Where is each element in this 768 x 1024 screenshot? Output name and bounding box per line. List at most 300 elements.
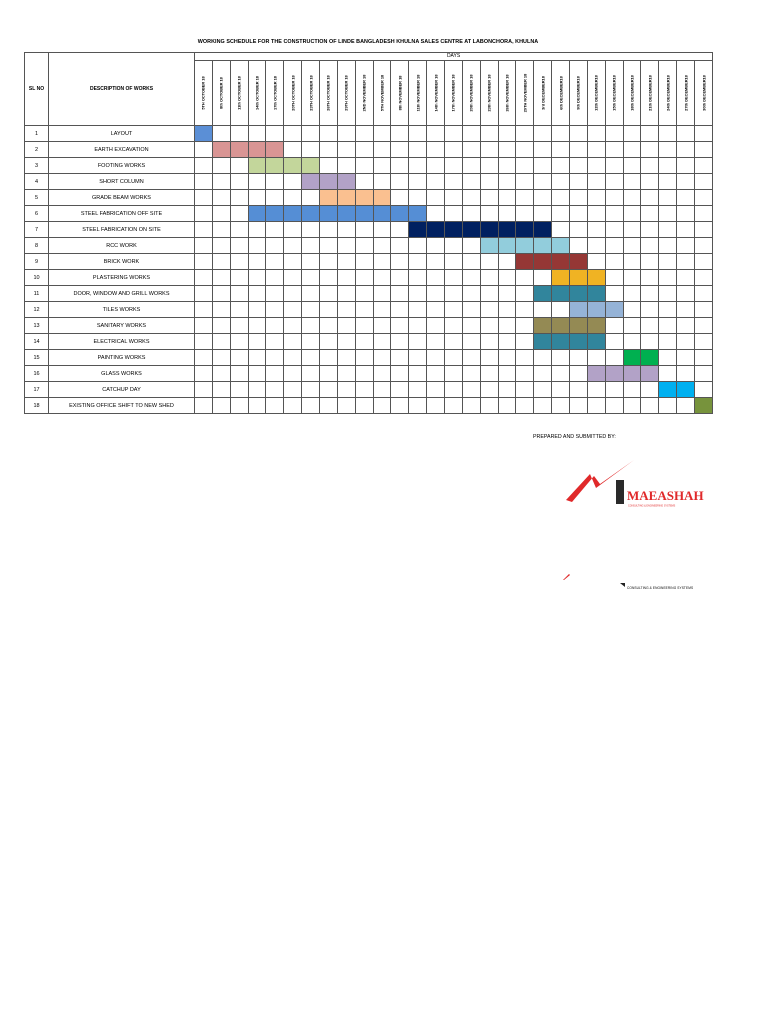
logo-tagline: CONSULTING & ENGINEERING SYSTEMS <box>628 504 676 508</box>
gantt-empty-cell <box>320 334 338 350</box>
date-header-cell <box>605 61 623 126</box>
date-header-cell <box>266 61 284 126</box>
sl-no-header: SL NO <box>25 53 49 126</box>
gantt-empty-cell <box>659 254 677 270</box>
task-description: EARTH EXCAVATION <box>49 142 195 158</box>
gantt-empty-cell <box>373 254 391 270</box>
schedule-table <box>24 52 713 414</box>
gantt-empty-cell <box>302 302 320 318</box>
task-sl-no: 16 <box>25 366 49 382</box>
gantt-empty-cell <box>570 126 588 142</box>
gantt-empty-cell <box>570 366 588 382</box>
gantt-empty-cell <box>355 126 373 142</box>
gantt-empty-cell <box>677 238 695 254</box>
task-sl-no: 5 <box>25 190 49 206</box>
gantt-empty-cell <box>677 206 695 222</box>
task-description: SANITARY WORKS <box>49 318 195 334</box>
gantt-empty-cell <box>552 302 570 318</box>
gantt-empty-cell <box>480 302 498 318</box>
task-sl-no: 2 <box>25 142 49 158</box>
gantt-bar-cell <box>284 158 302 174</box>
gantt-empty-cell <box>570 238 588 254</box>
gantt-empty-cell <box>445 318 463 334</box>
gantt-empty-cell <box>623 174 641 190</box>
gantt-bar-cell <box>266 206 284 222</box>
gantt-empty-cell <box>212 254 230 270</box>
task-row <box>25 286 713 302</box>
gantt-bar-cell <box>552 318 570 334</box>
gantt-empty-cell <box>320 350 338 366</box>
gantt-bar-cell <box>248 206 266 222</box>
gantt-empty-cell <box>534 174 552 190</box>
gantt-empty-cell <box>587 382 605 398</box>
gantt-empty-cell <box>498 382 516 398</box>
gantt-empty-cell <box>534 398 552 414</box>
gantt-empty-cell <box>284 174 302 190</box>
gantt-empty-cell <box>391 222 409 238</box>
gantt-empty-cell <box>266 270 284 286</box>
task-row <box>25 190 713 206</box>
gantt-empty-cell <box>195 350 213 366</box>
gantt-bar-cell <box>570 286 588 302</box>
gantt-empty-cell <box>587 238 605 254</box>
gantt-bar-cell <box>516 254 534 270</box>
gantt-empty-cell <box>391 142 409 158</box>
gantt-empty-cell <box>266 334 284 350</box>
gantt-empty-cell <box>534 270 552 286</box>
gantt-empty-cell <box>409 286 427 302</box>
gantt-empty-cell <box>605 318 623 334</box>
gantt-empty-cell <box>677 286 695 302</box>
gantt-empty-cell <box>695 302 713 318</box>
gantt-empty-cell <box>659 302 677 318</box>
task-row <box>25 270 713 286</box>
gantt-empty-cell <box>480 158 498 174</box>
gantt-empty-cell <box>248 334 266 350</box>
gantt-empty-cell <box>230 350 248 366</box>
gantt-empty-cell <box>552 190 570 206</box>
gantt-empty-cell <box>212 286 230 302</box>
gantt-bar-cell <box>284 206 302 222</box>
gantt-empty-cell <box>570 398 588 414</box>
gantt-empty-cell <box>623 286 641 302</box>
gantt-empty-cell <box>605 398 623 414</box>
gantt-empty-cell <box>427 270 445 286</box>
gantt-empty-cell <box>373 142 391 158</box>
gantt-empty-cell <box>498 302 516 318</box>
gantt-empty-cell <box>695 254 713 270</box>
gantt-empty-cell <box>391 270 409 286</box>
gantt-empty-cell <box>337 254 355 270</box>
date-label: 5TH NOVEMBER 18 <box>379 74 385 112</box>
gantt-empty-cell <box>462 158 480 174</box>
gantt-empty-cell <box>427 286 445 302</box>
gantt-empty-cell <box>605 158 623 174</box>
gantt-empty-cell <box>552 350 570 366</box>
date-header-cell <box>498 61 516 126</box>
gantt-empty-cell <box>480 190 498 206</box>
gantt-empty-cell <box>302 142 320 158</box>
gantt-empty-cell <box>480 174 498 190</box>
gantt-empty-cell <box>427 382 445 398</box>
gantt-empty-cell <box>427 334 445 350</box>
date-label: 29TH OCTOBER 18 <box>343 75 349 111</box>
gantt-empty-cell <box>409 190 427 206</box>
gantt-empty-cell <box>641 382 659 398</box>
gantt-empty-cell <box>498 350 516 366</box>
gantt-empty-cell <box>605 350 623 366</box>
gantt-empty-cell <box>605 126 623 142</box>
gantt-empty-cell <box>462 190 480 206</box>
gantt-empty-cell <box>373 382 391 398</box>
gantt-empty-cell <box>320 238 338 254</box>
schedule-title: WORKING SCHEDULE FOR THE CONSTRUCTION OF LINDE BANGLADESH KHULNA SALES CENTRE AT LABONCHORA, KHULNA <box>197 39 539 45</box>
date-header-cell <box>284 61 302 126</box>
gantt-empty-cell <box>498 318 516 334</box>
gantt-empty-cell <box>195 174 213 190</box>
gantt-empty-cell <box>337 270 355 286</box>
gantt-empty-cell <box>659 174 677 190</box>
gantt-empty-cell <box>373 126 391 142</box>
gantt-bar-cell <box>355 206 373 222</box>
gantt-empty-cell <box>355 366 373 382</box>
gantt-empty-cell <box>570 382 588 398</box>
gantt-empty-cell <box>266 398 284 414</box>
date-header-cell <box>534 61 552 126</box>
gantt-bar-cell <box>480 222 498 238</box>
gantt-empty-cell <box>212 222 230 238</box>
gantt-empty-cell <box>516 126 534 142</box>
gantt-empty-cell <box>195 158 213 174</box>
gantt-empty-cell <box>605 174 623 190</box>
gantt-empty-cell <box>302 398 320 414</box>
gantt-empty-cell <box>480 254 498 270</box>
gantt-empty-cell <box>212 382 230 398</box>
date-header-cell <box>427 61 445 126</box>
date-label: 8th OCTOBER 18 <box>218 77 224 109</box>
date-header-cell <box>445 61 463 126</box>
gantt-empty-cell <box>641 270 659 286</box>
gantt-bar-cell <box>534 334 552 350</box>
gantt-empty-cell <box>427 126 445 142</box>
date-label: 12th DECEMBER18 <box>593 75 599 111</box>
gantt-empty-cell <box>320 270 338 286</box>
gantt-bar-cell <box>355 190 373 206</box>
gantt-empty-cell <box>320 398 338 414</box>
gantt-empty-cell <box>445 286 463 302</box>
gantt-bar-cell <box>570 270 588 286</box>
gantt-empty-cell <box>320 126 338 142</box>
gantt-empty-cell <box>516 270 534 286</box>
gantt-empty-cell <box>284 254 302 270</box>
gantt-empty-cell <box>623 126 641 142</box>
gantt-empty-cell <box>516 286 534 302</box>
gantt-empty-cell <box>266 254 284 270</box>
gantt-empty-cell <box>677 222 695 238</box>
gantt-empty-cell <box>248 126 266 142</box>
gantt-empty-cell <box>516 398 534 414</box>
gantt-empty-cell <box>462 238 480 254</box>
gantt-empty-cell <box>391 318 409 334</box>
gantt-empty-cell <box>552 398 570 414</box>
gantt-empty-cell <box>320 366 338 382</box>
gantt-empty-cell <box>248 190 266 206</box>
gantt-empty-cell <box>391 174 409 190</box>
gantt-empty-cell <box>677 158 695 174</box>
gantt-bar-cell <box>641 366 659 382</box>
gantt-empty-cell <box>605 190 623 206</box>
gantt-empty-cell <box>195 382 213 398</box>
gantt-empty-cell <box>516 142 534 158</box>
task-description: EXISTING OFFICE SHIFT TO NEW SHED <box>49 398 195 414</box>
date-label: 30th DECEMBER18 <box>701 75 707 111</box>
gantt-bar-cell <box>587 334 605 350</box>
gantt-empty-cell <box>641 222 659 238</box>
gantt-empty-cell <box>498 190 516 206</box>
date-header-cell <box>462 61 480 126</box>
gantt-bar-cell <box>534 318 552 334</box>
task-sl-no: 4 <box>25 174 49 190</box>
gantt-empty-cell <box>409 318 427 334</box>
gantt-empty-cell <box>337 382 355 398</box>
gantt-empty-cell <box>623 142 641 158</box>
gantt-empty-cell <box>462 174 480 190</box>
gantt-empty-cell <box>320 254 338 270</box>
gantt-empty-cell <box>195 238 213 254</box>
gantt-bar-cell <box>337 174 355 190</box>
gantt-empty-cell <box>302 334 320 350</box>
gantt-empty-cell <box>355 158 373 174</box>
date-header-cell <box>677 61 695 126</box>
gantt-empty-cell <box>623 222 641 238</box>
task-description: ELECTRICAL WORKS <box>49 334 195 350</box>
gantt-empty-cell <box>427 238 445 254</box>
gantt-empty-cell <box>195 190 213 206</box>
gantt-empty-cell <box>516 366 534 382</box>
gantt-empty-cell <box>391 286 409 302</box>
gantt-empty-cell <box>409 382 427 398</box>
gantt-empty-cell <box>534 158 552 174</box>
gantt-bar-cell <box>248 142 266 158</box>
date-header-cell <box>195 61 213 126</box>
date-header-cell <box>320 61 338 126</box>
gantt-empty-cell <box>427 254 445 270</box>
task-row <box>25 398 713 414</box>
gantt-empty-cell <box>498 158 516 174</box>
gantt-empty-cell <box>587 222 605 238</box>
gantt-bar-cell <box>212 142 230 158</box>
gantt-empty-cell <box>409 126 427 142</box>
gantt-empty-cell <box>337 398 355 414</box>
gantt-bar-cell <box>534 286 552 302</box>
gantt-empty-cell <box>355 174 373 190</box>
task-row <box>25 318 713 334</box>
gantt-bar-cell <box>534 222 552 238</box>
gantt-empty-cell <box>695 286 713 302</box>
task-sl-no: 15 <box>25 350 49 366</box>
gantt-empty-cell <box>248 366 266 382</box>
gantt-empty-cell <box>623 158 641 174</box>
date-label: 17th NOVEMBER 18 <box>450 74 456 112</box>
gantt-bar-cell <box>623 350 641 366</box>
gantt-bar-cell <box>498 222 516 238</box>
gantt-empty-cell <box>552 158 570 174</box>
gantt-bar-cell <box>462 222 480 238</box>
task-description: STEEL FABRICATION OFF SITE <box>49 206 195 222</box>
date-header-cell <box>659 61 677 126</box>
gantt-empty-cell <box>659 398 677 414</box>
gantt-empty-cell <box>659 158 677 174</box>
gantt-empty-cell <box>498 174 516 190</box>
gantt-empty-cell <box>605 206 623 222</box>
gantt-empty-cell <box>641 398 659 414</box>
task-sl-no: 3 <box>25 158 49 174</box>
gantt-bar-cell <box>498 238 516 254</box>
date-header-cell <box>516 61 534 126</box>
gantt-empty-cell <box>373 286 391 302</box>
gantt-empty-cell <box>284 318 302 334</box>
gantt-empty-cell <box>355 382 373 398</box>
gantt-empty-cell <box>320 302 338 318</box>
gantt-empty-cell <box>498 398 516 414</box>
gantt-empty-cell <box>248 222 266 238</box>
gantt-empty-cell <box>695 334 713 350</box>
gantt-empty-cell <box>516 382 534 398</box>
gantt-empty-cell <box>230 174 248 190</box>
gantt-empty-cell <box>284 190 302 206</box>
gantt-empty-cell <box>516 350 534 366</box>
gantt-empty-cell <box>677 126 695 142</box>
gantt-empty-cell <box>195 286 213 302</box>
gantt-empty-cell <box>284 398 302 414</box>
gantt-empty-cell <box>230 206 248 222</box>
gantt-empty-cell <box>266 302 284 318</box>
gantt-empty-cell <box>641 334 659 350</box>
gantt-empty-cell <box>552 142 570 158</box>
gantt-empty-cell <box>516 206 534 222</box>
gantt-empty-cell <box>212 334 230 350</box>
gantt-empty-cell <box>552 206 570 222</box>
gantt-empty-cell <box>462 286 480 302</box>
gantt-bar-cell <box>337 206 355 222</box>
gantt-empty-cell <box>337 286 355 302</box>
gantt-empty-cell <box>462 126 480 142</box>
task-description: BRICK WORK <box>49 254 195 270</box>
gantt-empty-cell <box>409 174 427 190</box>
task-description: SHORT COLUMN <box>49 174 195 190</box>
gantt-empty-cell <box>480 334 498 350</box>
gantt-empty-cell <box>516 190 534 206</box>
gantt-empty-cell <box>677 334 695 350</box>
gantt-empty-cell <box>445 158 463 174</box>
gantt-empty-cell <box>480 286 498 302</box>
gantt-empty-cell <box>248 254 266 270</box>
gantt-empty-cell <box>462 206 480 222</box>
task-row <box>25 302 713 318</box>
gantt-empty-cell <box>587 126 605 142</box>
gantt-empty-cell <box>498 334 516 350</box>
gantt-empty-cell <box>445 302 463 318</box>
gantt-empty-cell <box>427 206 445 222</box>
date-label: 6th DECEMBER18 <box>558 76 564 110</box>
gantt-empty-cell <box>409 302 427 318</box>
date-label: 20th NOVEMBER 18 <box>468 74 474 112</box>
date-header-cell <box>355 61 373 126</box>
description-header: DESCRIPTION OF WORKS <box>49 53 195 126</box>
gantt-empty-cell <box>605 334 623 350</box>
logo-wordmark: MAEASHAH <box>627 488 704 503</box>
gantt-empty-cell <box>445 190 463 206</box>
gantt-empty-cell <box>534 366 552 382</box>
gantt-empty-cell <box>355 318 373 334</box>
gantt-empty-cell <box>284 222 302 238</box>
date-label: 23th NOVEMBER 18 <box>486 74 492 112</box>
gantt-empty-cell <box>516 158 534 174</box>
gantt-empty-cell <box>284 238 302 254</box>
gantt-empty-cell <box>266 350 284 366</box>
gantt-empty-cell <box>498 366 516 382</box>
gantt-bar-cell <box>230 142 248 158</box>
task-sl-no: 17 <box>25 382 49 398</box>
gantt-empty-cell <box>570 350 588 366</box>
gantt-empty-cell <box>230 222 248 238</box>
gantt-empty-cell <box>391 158 409 174</box>
gantt-bar-cell <box>552 286 570 302</box>
task-description: FOOTING WORKS <box>49 158 195 174</box>
gantt-empty-cell <box>355 270 373 286</box>
gantt-empty-cell <box>230 270 248 286</box>
date-label: 24th DECEMBER18 <box>665 75 671 111</box>
gantt-empty-cell <box>623 334 641 350</box>
gantt-empty-cell <box>373 398 391 414</box>
gantt-empty-cell <box>373 158 391 174</box>
gantt-empty-cell <box>587 158 605 174</box>
gantt-empty-cell <box>230 286 248 302</box>
gantt-empty-cell <box>605 222 623 238</box>
gantt-empty-cell <box>266 174 284 190</box>
gantt-empty-cell <box>427 318 445 334</box>
date-label: 27th DECEMBER18 <box>683 75 689 111</box>
gantt-empty-cell <box>462 270 480 286</box>
gantt-empty-cell <box>445 334 463 350</box>
gantt-empty-cell <box>230 238 248 254</box>
gantt-empty-cell <box>641 238 659 254</box>
gantt-empty-cell <box>462 398 480 414</box>
gantt-empty-cell <box>445 398 463 414</box>
gantt-empty-cell <box>695 238 713 254</box>
gantt-bar-cell <box>409 222 427 238</box>
gantt-empty-cell <box>195 142 213 158</box>
gantt-empty-cell <box>212 158 230 174</box>
gantt-empty-cell <box>552 222 570 238</box>
gantt-empty-cell <box>195 270 213 286</box>
gantt-empty-cell <box>212 174 230 190</box>
gantt-empty-cell <box>355 142 373 158</box>
task-row <box>25 366 713 382</box>
gantt-empty-cell <box>320 158 338 174</box>
gantt-empty-cell <box>570 222 588 238</box>
gantt-empty-cell <box>266 382 284 398</box>
gantt-bar-cell <box>552 334 570 350</box>
date-header-cell <box>641 61 659 126</box>
gantt-empty-cell <box>427 366 445 382</box>
gantt-empty-cell <box>445 238 463 254</box>
gantt-empty-cell <box>695 382 713 398</box>
task-row <box>25 254 713 270</box>
task-description: TILES WORKS <box>49 302 195 318</box>
gantt-empty-cell <box>677 270 695 286</box>
gantt-empty-cell <box>248 286 266 302</box>
